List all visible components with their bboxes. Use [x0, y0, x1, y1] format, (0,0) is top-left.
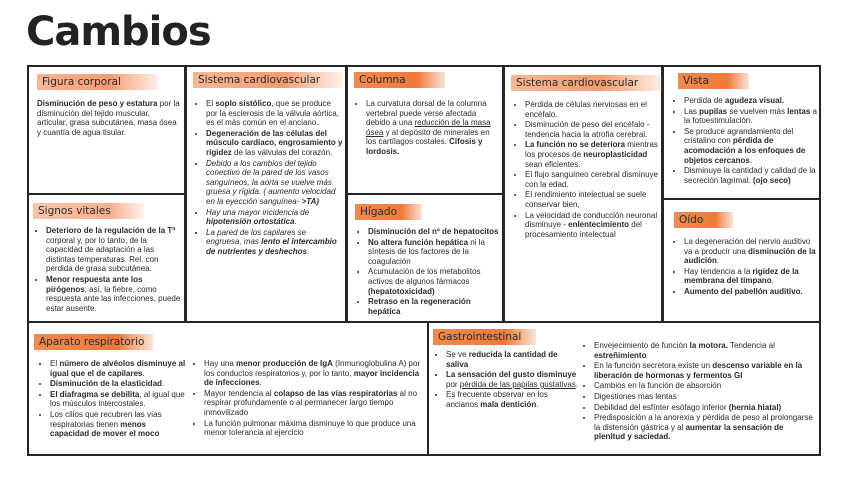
oido-list [674, 237, 817, 298]
sistema-cardiovascular-2-list [515, 100, 659, 240]
list-item: • El rendimiento intelectual se suele conservar bien, [525, 190, 659, 209]
oido-header: Oído [674, 212, 733, 228]
list-item: • Menor respuesta ante los pirógenos; así, la fiebre, como respuesta ante las infecciones, puede estar ausente. [46, 275, 182, 313]
signos-vitales-list [36, 226, 182, 314]
list-item: • Disminución del nº de hepatocitos [368, 227, 500, 237]
list-item: • El flujo sanguíneo cerebral disminuye con la edad. [525, 170, 659, 189]
page-title: Cambios [26, 9, 211, 55]
list-item: • Acumulación de los metabolitos activos de algunos fármacos (hepatotoxicidad) [368, 267, 500, 296]
list-item: • Hay tendencia a la rigidez de la membrana del tímpano. [684, 267, 817, 286]
list-item: • Envejecimiento de función la motora. Tendencia al estreñimiento [594, 341, 816, 360]
list-item: • Predisposición a la anorexia y pérdida de peso al prolongarse la distensión gástrica y al aumentar la sensación de plenitud y saciedad. [594, 413, 816, 442]
list-item: • Mayor tendencia al colapso de las vías respiratorias al no respirar profundamente o al permanecer largo tiempo inmovilizado [204, 389, 422, 418]
list-item: • No altera función hepática ni la síntesis de los factores de la coagulación [368, 238, 500, 267]
list-item: • Hay una mayor incidencia de hipotensión ortostática. [206, 208, 343, 227]
sistema-cardiovascular-list [196, 99, 343, 258]
aparato-respiratorio-left-list [40, 359, 186, 440]
list-item: • Se ve reducida la cantidad de saliva [446, 350, 582, 369]
aparato-respiratorio-right-list [194, 359, 422, 439]
list-item: • La función no se deteriora mientras los procesos de neuroplasticidad sean eficientes. [525, 140, 659, 169]
columna-header: Columna [354, 72, 445, 88]
gastrointestinal-header: Gastrointestinal [433, 329, 536, 345]
list-item: • El soplo sistólico, que se produce por la esclerosis de la válvula aórtica, es el más común en el anciano. [206, 99, 343, 128]
sistema-cardiovascular-2-header: Sistema cardiovascular [511, 75, 662, 91]
sistema-cardiovascular-header: Sistema cardiovascular [193, 72, 342, 88]
signos-vitales-header: Signos vitales [33, 203, 144, 219]
figura-corporal-header: Figura corporal [37, 74, 158, 90]
list-item: • Se produce agrandamiento del cristalino con pérdida de acomodación a los enfoques de objetos cercanos. [684, 127, 817, 165]
list-item: • La función pulmonar máxima disminuye lo que produce una menor tolerancia al ejercicio [204, 419, 422, 438]
list-item: • Digestiones mas lentas [594, 392, 816, 402]
list-item: • La velocidad de conducción neuronal disminuye - enlentecimiento del procesamiento intelectual [525, 211, 659, 240]
list-item: • La curvatura dorsal de la columna vertebral puede verse afectada debido a una reducción de la masa ósea y al depósito de minerales en los cartílagos costales. Cifosis y lordosis. [366, 99, 500, 157]
list-item: • Hay una menor producción de IgA (Inmunoglobulina A) por los conductos respiratorios y, por lo tanto, mayor incidencia de infecciones. [204, 359, 422, 388]
list-item: • Las pupilas se vuelven más lentas a la fotoestimulación. [684, 107, 817, 126]
list-item: • Disminuye la cantidad y calidad de la secreción lagrimal. (ojo seco) [684, 166, 817, 185]
gastrointestinal-left-list [436, 350, 582, 411]
list-item: • Retraso en la regeneración hepática [368, 297, 500, 316]
list-item: • Aumento del pabellón auditivo. [684, 287, 817, 297]
list-item: • Debido a los cambios del tejido conectivo de la pared de los vasos sanguíneos, la aorta se vuelve más gruesa y rígida. ( aumento velocidad en la eyección sanguínea- >TA) [206, 159, 343, 207]
list-item: • Los cilios que recubren las vías respiratorias tienen menos capacidad de mover el moco [50, 410, 186, 439]
list-item: • Disminución de la elasticidad. [50, 379, 186, 389]
list-item: • En la función secretora existe un descenso variable en la liberación de hormonas y fermentos GI [594, 361, 816, 380]
list-item: • Perdida de agudeza visual. [684, 96, 817, 106]
list-item: • Es frecuente observar en los ancianos mala dentición. [446, 390, 582, 409]
list-item: • Degeneración de las células del músculo cardíaco, engrosamiento y rigidez de las válvulas del corazón. [206, 129, 343, 158]
list-item: • El diafragma se debilita, al igual que los músculos intercostales. [50, 390, 186, 409]
list-item: • Pérdida de células nerviosas en el encéfalo. [525, 100, 659, 119]
list-item: • Disminución de peso del encéfalo - tendencia hacia la atrofia cerebral. [525, 120, 659, 139]
list-item: • El número de alvéolos disminuye al igual que el de capilares. [50, 359, 186, 378]
list-item: • Deterioro de la regulación de la Tª corporal y, por lo tanto, de la capacidad de adaptación a las distintas temperaturas. Rel. con perdida de grasa subcutánea. [46, 226, 182, 274]
higado-header: Hígado [355, 204, 422, 220]
vista-list [674, 96, 817, 186]
vista-header: Vista [678, 73, 749, 89]
list-item: • La pared de los capilares se engruesa, mas lento el intercambio de nutrientes y deshechos. [206, 228, 343, 257]
list-item: • Cambios en la función de absorción [594, 381, 816, 391]
aparato-respiratorio-header: Aparato respiratorio [34, 334, 153, 350]
columna-text [356, 99, 500, 158]
figura-corporal-text: Disminución de peso y estatura por la disminución del tejido muscular, articular, grasa subcutánea, masa ósea y cuantía de agua tisular. [37, 99, 180, 137]
list-item: • La degeneración del nervio auditivo va a producir una disminución de la audición. [684, 237, 817, 266]
higado-list [358, 227, 500, 317]
gastrointestinal-right-list [584, 341, 816, 443]
list-item: • La sensación del gusto disminuye por pérdida de las papilas gustativas. [446, 370, 582, 389]
list-item: • Debilidad del esfínter esófago inferior (hernia hiatal) [594, 403, 816, 413]
